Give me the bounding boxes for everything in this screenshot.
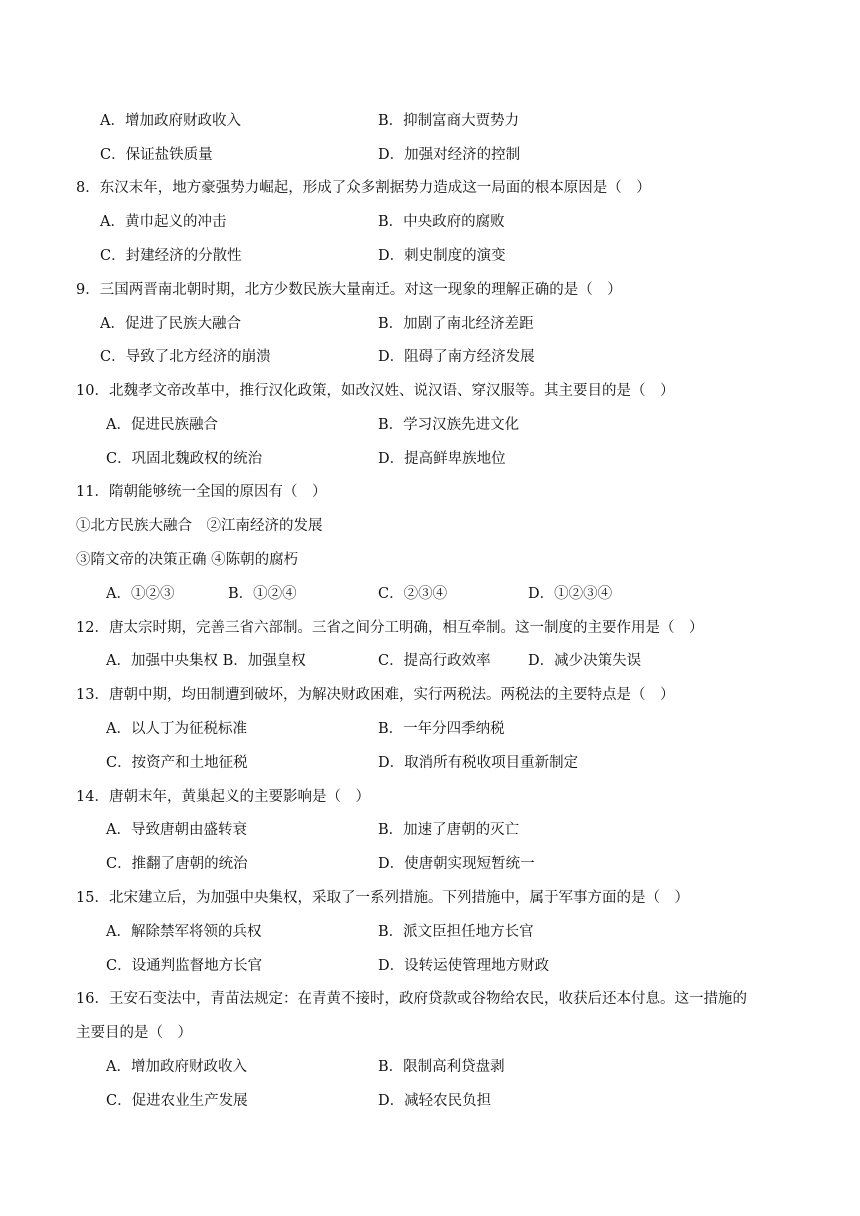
q9-option-b: B．加剧了南北经济差距 [378,316,534,332]
q7-options-row-2 [0,144,860,166]
q11-options-row [0,583,860,605]
q10-options-row-2 [0,448,860,470]
q16-stem-line-2: 主要目的是（ ） [76,1025,192,1041]
q9-option-a: A．促进了民族大融合 [100,316,241,332]
q16-option-d: D．减轻农民负担 [378,1093,492,1109]
q10-option-a: A．促进民族融合 [106,417,218,433]
q14-options-row-1 [0,819,860,841]
q8-option-a: A．黄巾起义的冲击 [100,214,227,230]
q8-option-c: C．封建经济的分散性 [100,248,242,264]
q13-option-a: A．以人丁为征税标准 [106,721,247,737]
q9-stem: 9．三国两晋南北朝时期，北方少数民族大量南迁。对这一现象的理解正确的是（ ） [76,282,622,298]
q7-option-d: D．加强对经济的控制 [378,147,521,163]
q15-options-row-2 [0,955,860,977]
q7-option-c: C．保证盐铁质量 [100,147,213,163]
q8-stem: 8．东汉末年，地方豪强势力崛起，形成了众多割据势力造成这一局面的根本原因是（ ） [76,180,651,196]
q10-option-d: D．提高鲜卑族地位 [378,451,506,467]
q14-stem: 14．唐朝末年，黄巢起义的主要影响是（ ） [76,789,370,805]
q9-options-row-1 [0,313,860,335]
q10-options-row-1 [0,414,860,436]
q15-option-d: D．设转运使管理地方财政 [378,958,550,974]
q12-stem: 12．唐太宗时期，完善三省六部制。三省之间分工明确，相互牵制。这一制度的主要作用是（ ） [76,620,704,636]
q12-option-a-b: A．加强中央集权 B．加强皇权 [106,653,306,669]
q9-option-d: D．阻碍了南方经济发展 [378,349,535,365]
q16-option-c: C．促进农业生产发展 [106,1093,248,1109]
q13-option-d: D．取消所有税收项目重新制定 [378,755,579,771]
q13-options-row-2 [0,752,860,774]
q9-option-c: C．导致了北方经济的崩溃 [100,349,271,365]
q12-option-d: D．减少决策失误 [528,653,642,669]
q8-option-d: D．刺史制度的演变 [378,248,506,264]
q13-options-row-1 [0,718,860,740]
q7-options-row-1 [0,110,860,132]
q15-option-b: B．派文臣担任地方长官 [378,924,534,940]
q10-option-c: C．巩固北魏政权的统治 [106,451,263,467]
q14-option-c: C．推翻了唐朝的统治 [106,856,248,872]
q11-option-d: D．①②③④ [528,586,613,602]
q14-options-row-2 [0,853,860,875]
q16-options-row-2 [0,1090,860,1112]
q16-stem-line-1: 16．王安石变法中，青苗法规定：在青黄不接时，政府贷款或谷物给农民，收获后还本付息。这一措施的 [76,991,747,1007]
q8-option-b: B．中央政府的腐败 [378,214,505,230]
q13-option-c: C．按资产和土地征税 [106,755,248,771]
q14-option-a: A．导致唐朝由盛转衰 [106,822,247,838]
q11-items-line-1: ①北方民族大融合 ②江南经济的发展 [76,518,323,534]
q10-option-b: B．学习汉族先进文化 [378,417,520,433]
q15-option-c: C．设通判监督地方长官 [106,958,263,974]
q7-option-a: A．增加政府财政收入 [100,113,241,129]
q11-option-b: B．①②④ [228,586,297,602]
q16-options-row-1 [0,1056,860,1078]
q14-option-b: B．加速了唐朝的灭亡 [378,822,520,838]
q12-options-row [0,650,860,672]
q13-option-b: B．一年分四季纳税 [378,721,505,737]
q11-option-c: C．②③④ [378,586,448,602]
q11-option-a: A．①②③ [106,586,175,602]
q12-option-c: C．提高行政效率 [378,653,491,669]
q11-items-line-2: ③隋文帝的决策正确 ④陈朝的腐朽 [76,552,299,568]
q13-stem: 13．唐朝中期，均田制遭到破坏，为解决财政困难，实行两税法。两税法的主要特点是（ ） [76,687,675,703]
q14-option-d: D．使唐朝实现短暂统一 [378,856,535,872]
q10-stem: 10．北魏孝文帝改革中，推行汉化政策，如改汉姓、说汉语、穿汉服等。其主要目的是（ ） [76,383,675,399]
q11-stem: 11．隋朝能够统一全国的原因有（ ） [76,484,327,500]
q7-option-b: B．抑制富商大贾势力 [378,113,520,129]
q8-options-row-1 [0,211,860,233]
q16-option-a: A．增加政府财政收入 [106,1059,247,1075]
q15-stem: 15．北宋建立后，为加强中央集权，采取了一系列措施。下列措施中，属于军事方面的是（ ） [76,890,689,906]
q15-option-a: A．解除禁军将领的兵权 [106,924,262,940]
q9-options-row-2 [0,346,860,368]
q8-options-row-2 [0,245,860,267]
q15-options-row-1 [0,921,860,943]
q16-option-b: B．限制高利贷盘剥 [378,1059,505,1075]
